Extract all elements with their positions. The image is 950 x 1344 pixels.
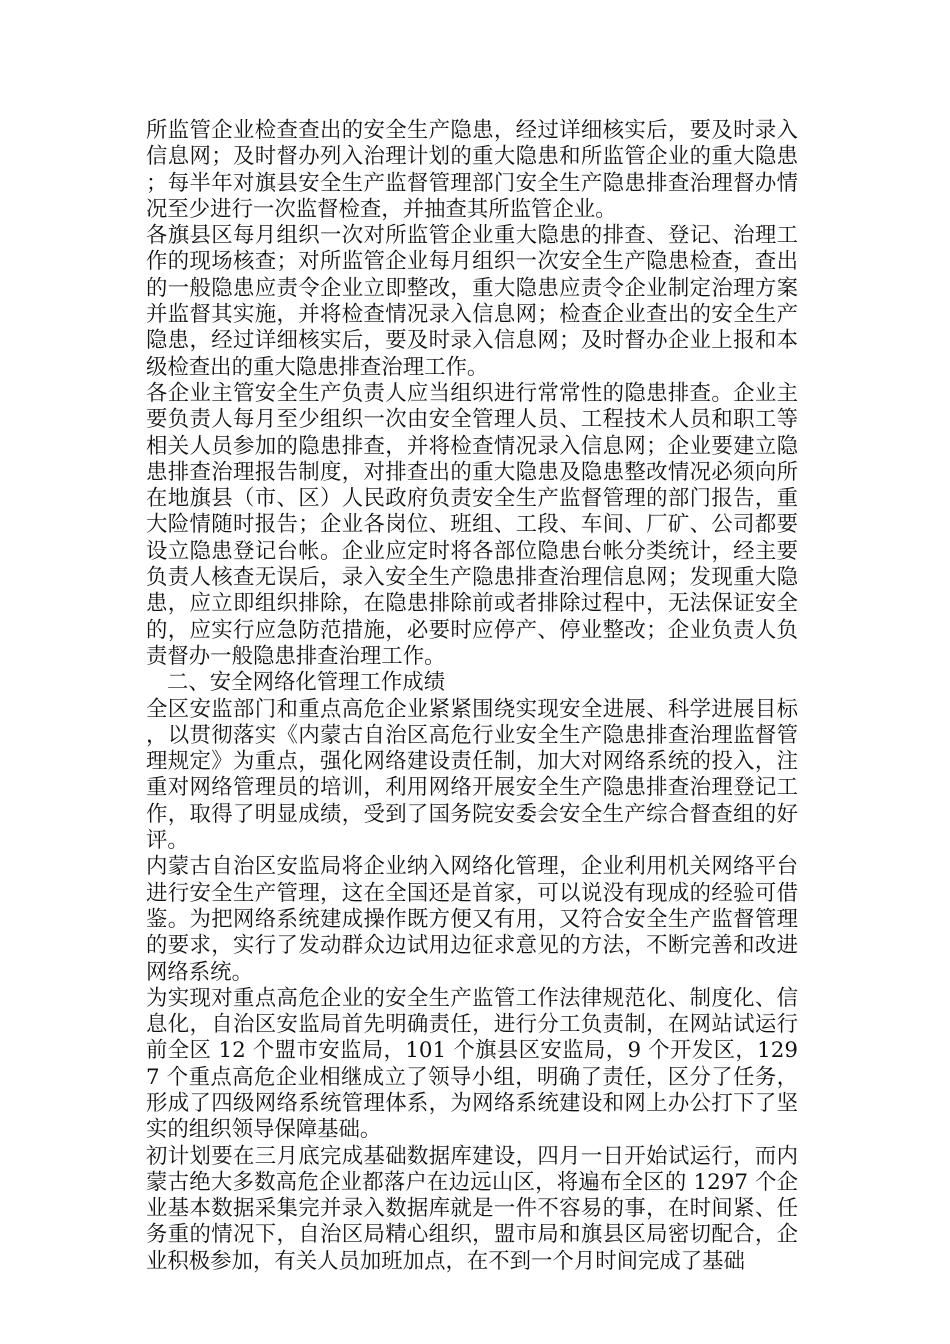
- paragraph-database-construction: 初计划要在三月底完成基础数据库建设，四月一日开始试运行，而内蒙古绝大多数高危企业都落户在边远山区，将遍布全区的 1297 个企业基本数据采集完并录入数据库就是一件不容易的事，在时间紧、任务重的情况下，自治区局精心组织，盟市局和旗县区局密切配合，企业积极参加，有关人员加班加点，在不到一个月时间完成了基础: [146, 1143, 798, 1274]
- document-page: [146, 118, 798, 1275]
- paragraph-responsibility-system: 为实现对重点高危企业的安全生产监管工作法律规范化、制度化、信息化，自治区安监局首先明确责任，进行分工负责制，在网站试运行前全区 12 个盟市安监局，101 个旗县区安监局，9 个开发区，1297 个重点高危企业相继成立了领导小组，明确了责任，区分了任务，形成了四级网络系统管理体系，为网络系统建设和网上办公打下了坚实的组织领导保障基础。: [146, 985, 798, 1143]
- paragraph-network-management: 内蒙古自治区安监局将企业纳入网络化管理，企业利用机关网络平台进行安全生产管理，这在全国还是首家，可以说没有现成的经验可借鉴。为把网络系统建成操作既方便又有用，又符合安全生产监督管理的要求，实行了发动群众边试用边征求意见的方法，不断完善和改进网络系统。: [146, 854, 798, 985]
- section-heading: 二、安全网络化管理工作成绩: [167, 670, 446, 696]
- paragraph-enterprise-hazard-inspection: 各企业主管安全生产负责人应当组织进行常常性的隐患排查。企业主要负责人每月至少组织一次由安全管理人员、工程技术人员和职工等相关人员参加的隐患排查，并将检查情况录入信息网；企业要建立隐患排查治理报告制度，对排查出的重大隐患及隐患整改情况必须向所在地旗县（市、区）人民政府负责安全生产监督管理的部门报告，重大险情随时报告；企业各岗位、班组、工段、车间、厂矿、公司都要设立隐患登记台帐。企业应定时将各部位隐患台帐分类统计，经主要负责人核查无误后，录入安全生产隐患排查治理信息网；发现重大隐患，应立即组织排除，在隐患排除前或者排除过程中，无法保证安全的，应实行应急防范措施，必要时应停产、停业整改；企业负责人负责督办一般隐患排查治理工作。: [146, 380, 798, 669]
- paragraph-county-monthly-inspection: 各旗县区每月组织一次对所监管企业重大隐患的排查、登记、治理工作的现场核查；对所监管企业每月组织一次安全生产隐患检查，查出的一般隐患应责令企业立即整改，重大隐患应责令企业制定治理方案并监督其实施，并将检查情况录入信息网；检查企业查出的安全生产隐患，经过详细核实后，要及时录入信息网；及时督办企业上报和本级检查出的重大隐患排查治理工作。: [146, 223, 798, 380]
- paragraph-achievements-overview: 全区安监部门和重点高危企业紧紧围绕实现安全进展、科学进展目标，以贯彻落实《内蒙古自治区高危行业安全生产隐患排查治理监督管理规定》为重点，强化网络建设责任制，加大对网络系统的投入，注重对网络管理员的培训，利用网络开展安全生产隐患排查治理登记工作，取得了明显成绩，受到了国务院安委会安全生产综合督查组的好评。: [146, 696, 798, 854]
- paragraph-supervised-enterprise-inspection: 所监管企业检查查出的安全生产隐患，经过详细核实后，要及时录入信息网；及时督办列入治理计划的重大隐患和所监管企业的重大隐患；每半年对旗县安全生产监督管理部门安全生产隐患排查治理督办情况至少进行一次监督检查，并抽查其所监管企业。: [146, 118, 798, 222]
